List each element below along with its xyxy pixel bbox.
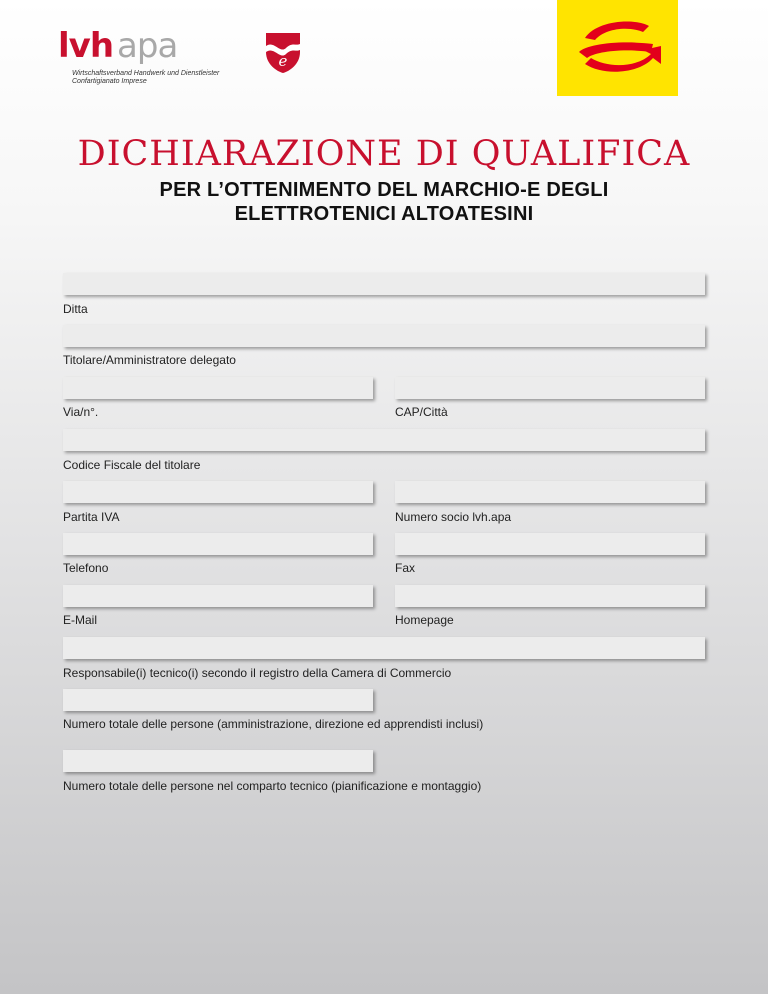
fax-label: Fax [395,561,416,575]
partita-iva-label: Partita IVA [63,510,120,524]
persone-totale-input[interactable] [63,689,373,711]
logo-apa-text: apa [117,26,178,66]
email-input[interactable] [63,585,373,607]
persone-tecnico-label: Numero totale delle persone nel comparto tecnico (pianificazione e montaggio) [63,779,482,793]
responsabile-input[interactable] [63,637,705,659]
persone-tecnico-input[interactable] [63,750,373,772]
cap-citta-input[interactable] [395,377,705,399]
svg-text:e: e [278,52,288,70]
ditta-input[interactable] [63,273,705,295]
page-title: DICHIARAZIONE DI QUALIFICA [77,134,691,174]
logo-tagline-it: Confartigianato Imprese [72,78,147,85]
shield-e-icon [262,30,304,74]
responsabile-label: Responsabile(i) tecnico(i) secondo il registro della Camera di Commercio [63,666,452,680]
via-input[interactable] [63,377,373,399]
numero-socio-input[interactable] [395,481,705,503]
subtitle-line-2: ELETTROTENICI ALTOATESINI [234,203,534,225]
numero-socio-label: Numero socio lvh.apa [395,510,512,524]
telefono-label: Telefono [63,561,109,575]
titolare-input[interactable] [63,325,705,347]
partita-iva-input[interactable] [63,481,373,503]
via-label: Via/n°. [63,405,99,419]
lvh-apa-logo [58,26,258,90]
homepage-input[interactable] [395,585,705,607]
titolare-label: Titolare/Amministratore delegato [63,353,236,367]
persone-totale-label: Numero totale delle persone (amministrazione, direzione ed apprendisti inclusi) [63,717,484,731]
logo-lvh-text: lvh [58,26,114,66]
fax-input[interactable] [395,533,705,555]
ditta-label: Ditta [63,302,88,316]
cap-citta-label: CAP/Città [395,405,448,419]
e-mark-icon [557,0,678,96]
codice-fiscale-input[interactable] [63,429,705,451]
subtitle-line-1: PER L’OTTENIMENTO DEL MARCHIO-E DEGLI [159,179,609,201]
codice-fiscale-label: Codice Fiscale del titolare [63,458,201,472]
email-label: E-Mail [63,613,98,627]
page-subtitle [0,178,768,226]
telefono-input[interactable] [63,533,373,555]
logo-tagline-de: Wirtschaftsverband Handwerk und Dienstleister [72,70,220,77]
homepage-label: Homepage [395,613,454,627]
